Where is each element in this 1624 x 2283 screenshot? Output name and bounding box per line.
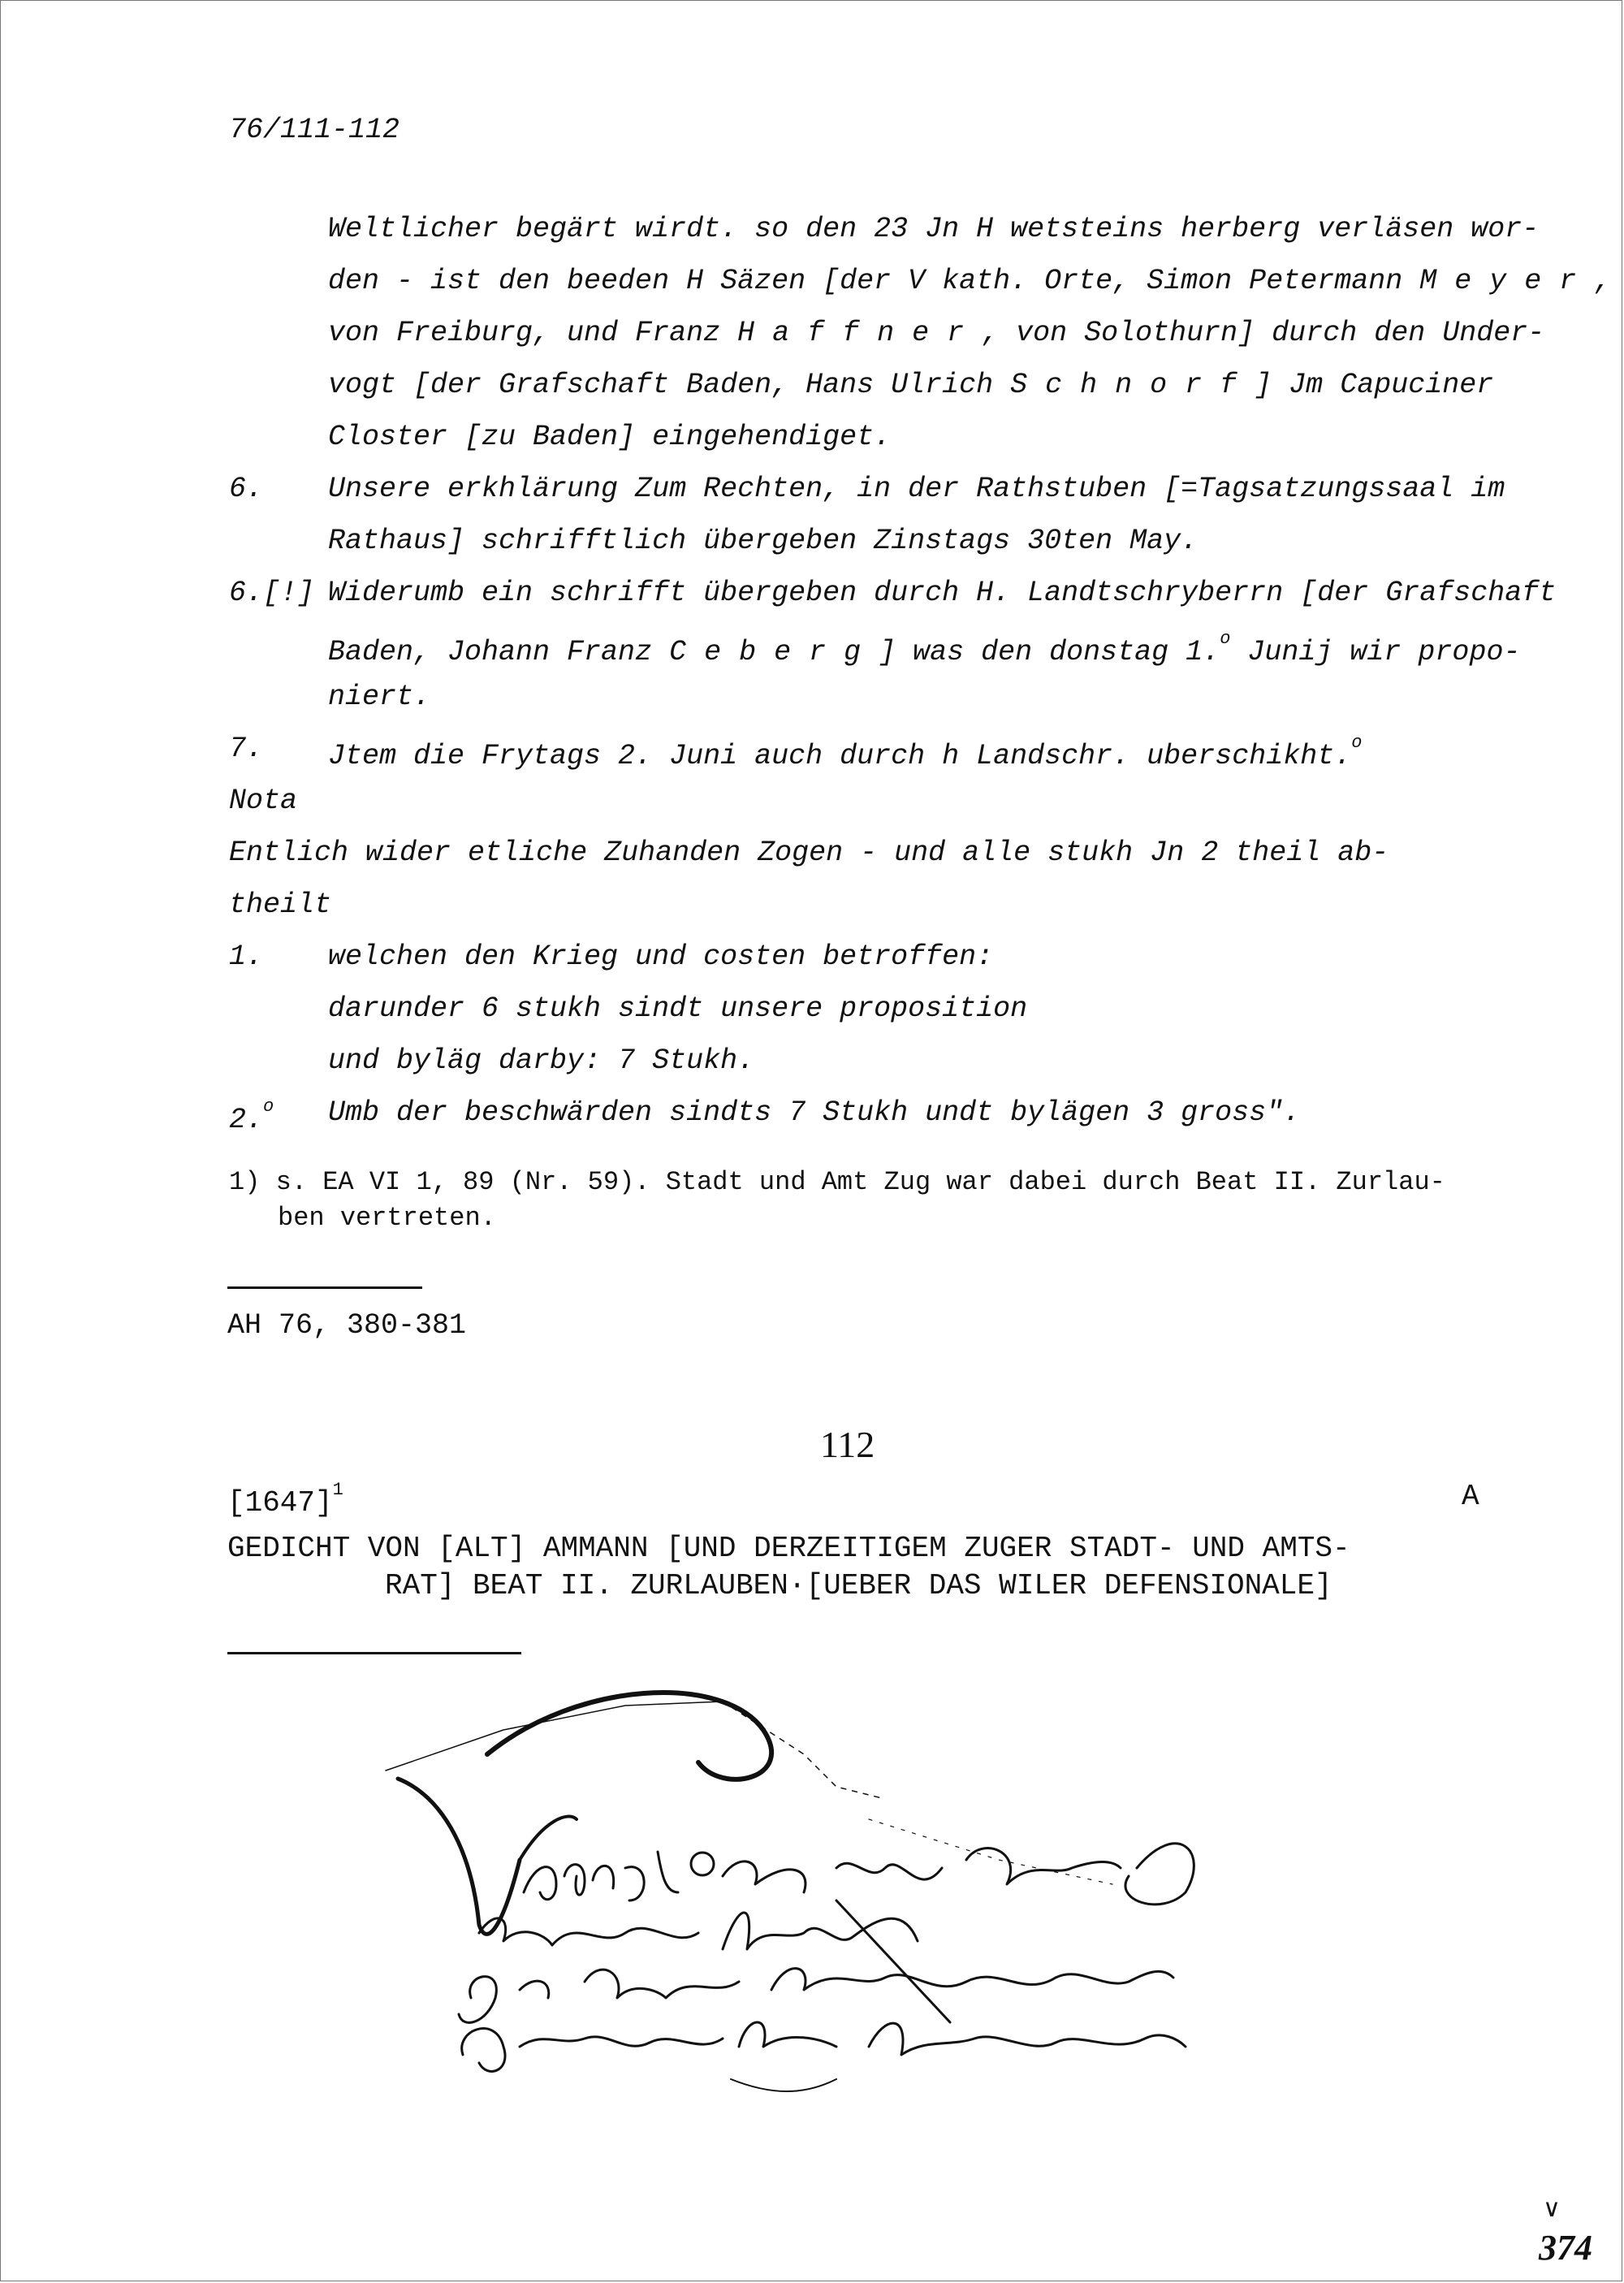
- line-number-text: 2.: [229, 1104, 264, 1136]
- line-number: [229, 940, 263, 973]
- superscript-o: o: [1220, 629, 1231, 649]
- footnote-line-2: ben vertreten.: [278, 1203, 496, 1233]
- spaced-name: Meyer: [1419, 265, 1595, 297]
- line-text: darunder 6 stukh sindt unsere proposition: [328, 992, 1028, 1025]
- line-text: theilt: [229, 889, 332, 921]
- text-line: [328, 992, 1027, 1025]
- line-text: den - ist den beeden H Säzen [der V kath. Orte, Simon Petermann: [328, 265, 1420, 297]
- text-line: [328, 577, 1556, 609]
- line-text: Juni auch durch h Landschr. uberschikht.: [652, 740, 1352, 772]
- text-line: [328, 265, 1611, 297]
- line-text: Weltlicher begärt wirdt. so den 23 Jn H wetsteins herberg verläsen wor-: [328, 213, 1540, 245]
- line-number: [229, 1096, 274, 1136]
- line-text: Rathaus] schrifftlich übergeben Zinstags 30ten May.: [328, 525, 1199, 557]
- heading-rule: [227, 1652, 521, 1654]
- document-date: [227, 1480, 343, 1520]
- date-text: [1647]: [227, 1486, 333, 1520]
- line-text: welchen den Krieg und costen betroffen:: [328, 940, 994, 973]
- check-mark: ∨: [1543, 2195, 1561, 2222]
- text-line: [328, 940, 993, 973]
- heading-line-1: GEDICHT VON [ALT] AMMANN [UND DERZEITIGEM ZUGER STADT- UND AMTS-: [227, 1532, 1350, 1565]
- text-line: [328, 421, 891, 453]
- text-line: [328, 629, 1520, 668]
- document-number: 112: [820, 1424, 875, 1465]
- text-line: [328, 525, 1198, 557]
- text-line: [229, 889, 331, 921]
- line-text: Baden, Johann Franz: [328, 636, 670, 668]
- document-reference: 76/111-112: [229, 114, 400, 146]
- heading-line-2: RAT] BEAT II. ZURLAUBEN·[UEBER DAS WILER DEFENSIONALE]: [385, 1569, 1332, 1602]
- spaced-name: Ceberg: [669, 636, 879, 668]
- handwritten-manuscript-image: [382, 1657, 1275, 2144]
- spaced-name: Schnorf: [1010, 369, 1255, 401]
- text-line: [328, 1096, 1300, 1129]
- line-text: Entlich wider etliche Zuhanden Zogen - und alle stukh Jn 2 theil ab-: [229, 837, 1389, 869]
- text-line: [229, 785, 297, 817]
- line-text: Widerumb ein schrifft übergeben durch H. Landtschryberrn [der Grafschaft: [328, 577, 1557, 609]
- line-text: , von Solothurn] durch den Under-: [982, 317, 1545, 349]
- line-text: Nota: [229, 785, 298, 817]
- line-text: vogt [der Grafschaft Baden, Hans Ulrich: [328, 369, 1011, 401]
- spaced-name: Haffner: [737, 317, 983, 349]
- text-line: [328, 369, 1493, 401]
- text-line: [328, 473, 1505, 505]
- line-number-text: 6.[!]: [229, 577, 315, 609]
- line-text: ] was den donstag 1.: [879, 636, 1220, 668]
- text-line: [328, 681, 430, 713]
- line-text: Closter [zu Baden] eingehendiget.: [328, 421, 892, 453]
- line-number-text: 7.: [229, 733, 264, 765]
- superscript-o: o: [1351, 733, 1363, 753]
- line-number: [229, 733, 263, 765]
- line-text: Umb der beschwärden sindts 7 Stukh undt bylägen 3 gross".: [328, 1096, 1301, 1129]
- separator-rule: [227, 1286, 422, 1289]
- category-letter: A: [1462, 1480, 1479, 1513]
- date-footnote-marker: 1: [332, 1480, 343, 1500]
- line-text: niert.: [328, 681, 431, 713]
- text-line: [328, 213, 1539, 245]
- text-line: [328, 1044, 754, 1077]
- footnote-line-1: 1) s. EA VI 1, 89 (Nr. 59). Stadt und Amt Zug war dabei durch Beat II. Zurlau-: [229, 1167, 1445, 1197]
- line-text: von Freiburg, und Franz: [328, 317, 738, 349]
- line-text: Jtem die Frytags 2.: [328, 740, 653, 772]
- line-number-superscript: o: [263, 1096, 274, 1117]
- line-number: [229, 577, 314, 609]
- text-line: [328, 733, 1362, 772]
- line-text: und byläg darby: 7 Stukh.: [328, 1044, 755, 1077]
- page-number-handwritten: 374: [1539, 2228, 1592, 2268]
- line-text: Unsere erkhlärung Zum Rechten, in der Rathstuben [=Tagsatzungssaal im: [328, 473, 1505, 505]
- line-text: ,: [1594, 265, 1612, 297]
- text-line: [229, 837, 1389, 869]
- source-reference: AH 76, 380-381: [227, 1309, 467, 1342]
- line-text: Junij wir propo-: [1230, 636, 1521, 668]
- line-number-text: 1.: [229, 940, 264, 973]
- text-line: [328, 317, 1544, 349]
- line-number-text: 6.: [229, 473, 264, 505]
- line-text: ] Jm Capuciner: [1255, 369, 1494, 401]
- line-number: [229, 473, 263, 505]
